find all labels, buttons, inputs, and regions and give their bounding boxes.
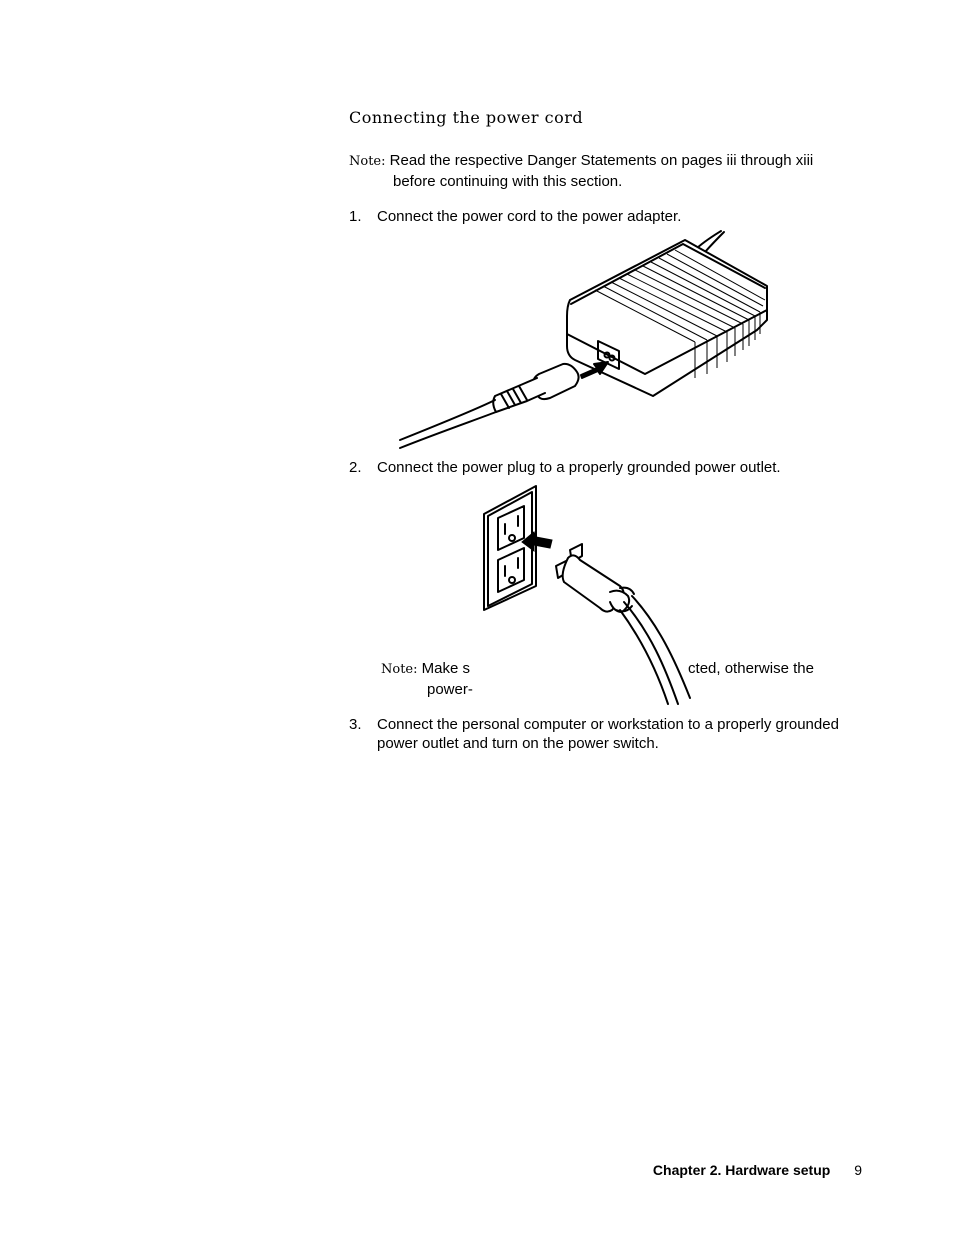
footer-chapter-title: Chapter 2. Hardware setup (652, 1162, 831, 1178)
note-text-line2: before continuing with this section. (393, 173, 623, 190)
step-number: 1. (349, 208, 362, 225)
note-danger-statements (349, 151, 849, 192)
step-3 (349, 715, 869, 753)
step-text-line1: Connect the personal computer or workstation to a properly grounded (377, 716, 839, 733)
note-text-right: cted, otherwise the (688, 660, 814, 677)
note-label: Note: (381, 662, 418, 677)
note-text-line1: Read the respective Danger Statements on pages iii through xiii (389, 152, 814, 169)
step-text: Connect the power cord to the power adapter. (377, 208, 682, 225)
step-2 (349, 458, 869, 477)
section-title: Connecting the power cord (349, 108, 584, 127)
note-label: Note: (349, 154, 386, 169)
page-footer (600, 1162, 862, 1178)
step-text-line2: power outlet and turn on the power switch. (377, 735, 659, 752)
wall-outlet-illustration (470, 482, 700, 706)
step-text: Connect the power plug to a properly grounded power outlet. (377, 459, 781, 476)
step-number: 2. (349, 459, 362, 476)
step-1 (349, 207, 869, 226)
note-text-left: Make s (421, 660, 471, 677)
power-adapter-illustration (395, 228, 785, 453)
page-number: 9 (854, 1162, 862, 1178)
step-number: 3. (349, 716, 362, 733)
note-text-line2: power- (427, 681, 473, 698)
